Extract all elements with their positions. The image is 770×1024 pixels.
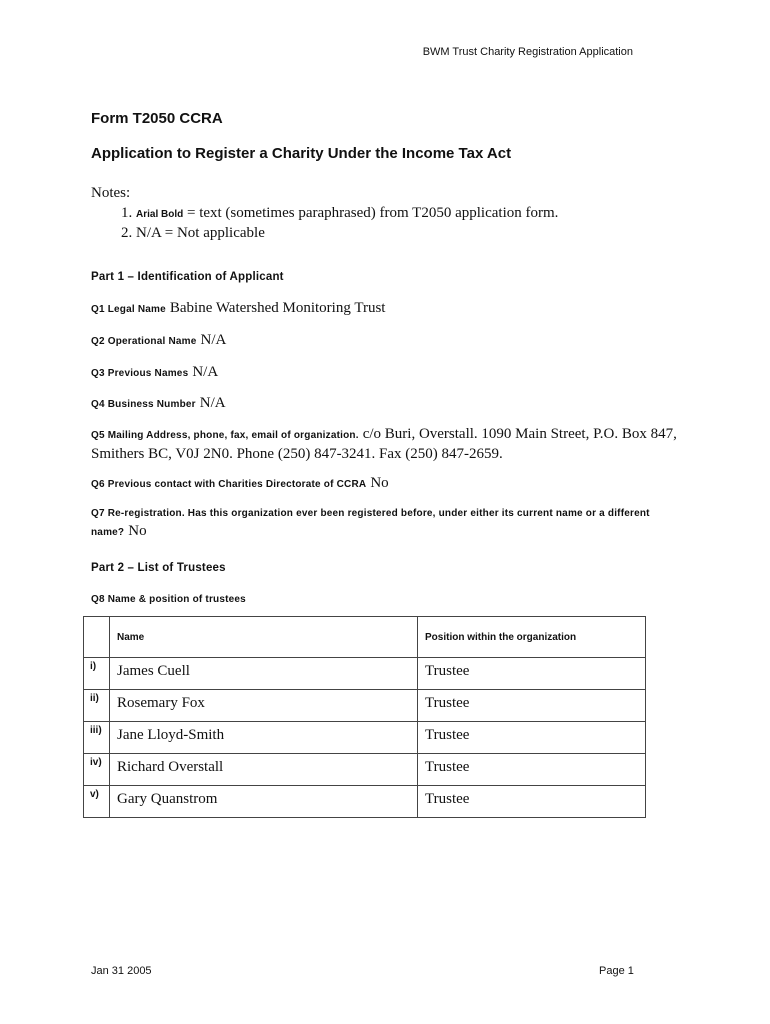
trustee-name: James Cuell xyxy=(110,658,418,690)
form-subtitle: Application to Register a Charity Under the Income Tax Act xyxy=(91,145,512,162)
footer-page-number: Page 1 xyxy=(599,965,634,977)
notes-item-text: N/A = Not applicable xyxy=(136,225,265,241)
table-row xyxy=(84,722,646,754)
question-label: Q7 Re-registration. Has this organization ever been registered before, under either its current name or a different name? xyxy=(91,508,650,538)
table-header-row xyxy=(84,617,646,658)
notes-heading: Notes: xyxy=(91,185,131,201)
question-answer: N/A xyxy=(199,395,226,411)
question-answer: Babine Watershed Monitoring Trust xyxy=(169,300,386,316)
question-label: Q3 Previous Names xyxy=(91,368,189,379)
part1-heading: Part 1 – Identification of Applicant xyxy=(91,271,284,283)
trustee-position: Trustee xyxy=(418,658,646,690)
trustee-position: Trustee xyxy=(418,690,646,722)
question-q4 xyxy=(91,394,691,414)
table-row xyxy=(84,754,646,786)
column-header-name: Name xyxy=(110,617,418,658)
row-number: v) xyxy=(84,786,110,818)
question-answer: N/A xyxy=(200,332,227,348)
question-q5 xyxy=(91,425,686,463)
column-header-number xyxy=(84,617,110,658)
row-number: ii) xyxy=(84,690,110,722)
question-label: Q6 Previous contact with Charities Directorate of CCRA xyxy=(91,479,367,490)
question-label: Q4 Business Number xyxy=(91,399,196,410)
question-answer: c/o Buri, Overstall. 1090 Main Street, P.O. Box 847, Smithers BC, V0J 2N0. Phone (250) 847-3241. Fax (250) 847-2659. xyxy=(91,426,677,462)
running-header: BWM Trust Charity Registration Application xyxy=(422,46,633,58)
trustee-name: Richard Overstall xyxy=(110,754,418,786)
notes-item-text: = text (sometimes paraphrased) from T2050 application form. xyxy=(183,205,559,221)
row-number: i) xyxy=(84,658,110,690)
part2-heading: Part 2 – List of Trustees xyxy=(91,562,226,574)
question-label: Q5 Mailing Address, phone, fax, email of organization. xyxy=(91,430,359,441)
trustee-position: Trustee xyxy=(418,754,646,786)
notes-list xyxy=(91,204,558,242)
question-q3 xyxy=(91,363,691,383)
trustees-table xyxy=(83,616,646,818)
notes-section xyxy=(91,184,558,242)
trustee-name: Gary Quanstrom xyxy=(110,786,418,818)
question-q8 xyxy=(91,589,691,609)
trustee-name: Rosemary Fox xyxy=(110,690,418,722)
question-label: Q8 Name & position of trustees xyxy=(91,594,246,605)
question-answer: No xyxy=(370,475,389,491)
notes-item xyxy=(136,204,558,224)
question-q2 xyxy=(91,331,691,351)
row-number: iv) xyxy=(84,754,110,786)
trustee-position: Trustee xyxy=(418,786,646,818)
notes-item xyxy=(136,224,558,242)
question-label: Q1 Legal Name xyxy=(91,304,166,315)
question-label: Q2 Operational Name xyxy=(91,336,197,347)
column-header-position: Position within the organization xyxy=(418,617,646,658)
notes-item-prefix: Arial Bold xyxy=(136,209,184,220)
trustee-name: Jane Lloyd-Smith xyxy=(110,722,418,754)
table-row xyxy=(84,690,646,722)
form-title: Form T2050 CCRA xyxy=(91,110,223,127)
question-q1 xyxy=(91,299,691,319)
table-row xyxy=(84,786,646,818)
question-answer: N/A xyxy=(192,364,219,380)
footer-date: Jan 31 2005 xyxy=(91,965,152,977)
question-q7 xyxy=(91,503,661,541)
trustee-position: Trustee xyxy=(418,722,646,754)
question-q6 xyxy=(91,474,691,494)
table-row xyxy=(84,658,646,690)
row-number: iii) xyxy=(84,722,110,754)
question-answer: No xyxy=(128,523,147,539)
